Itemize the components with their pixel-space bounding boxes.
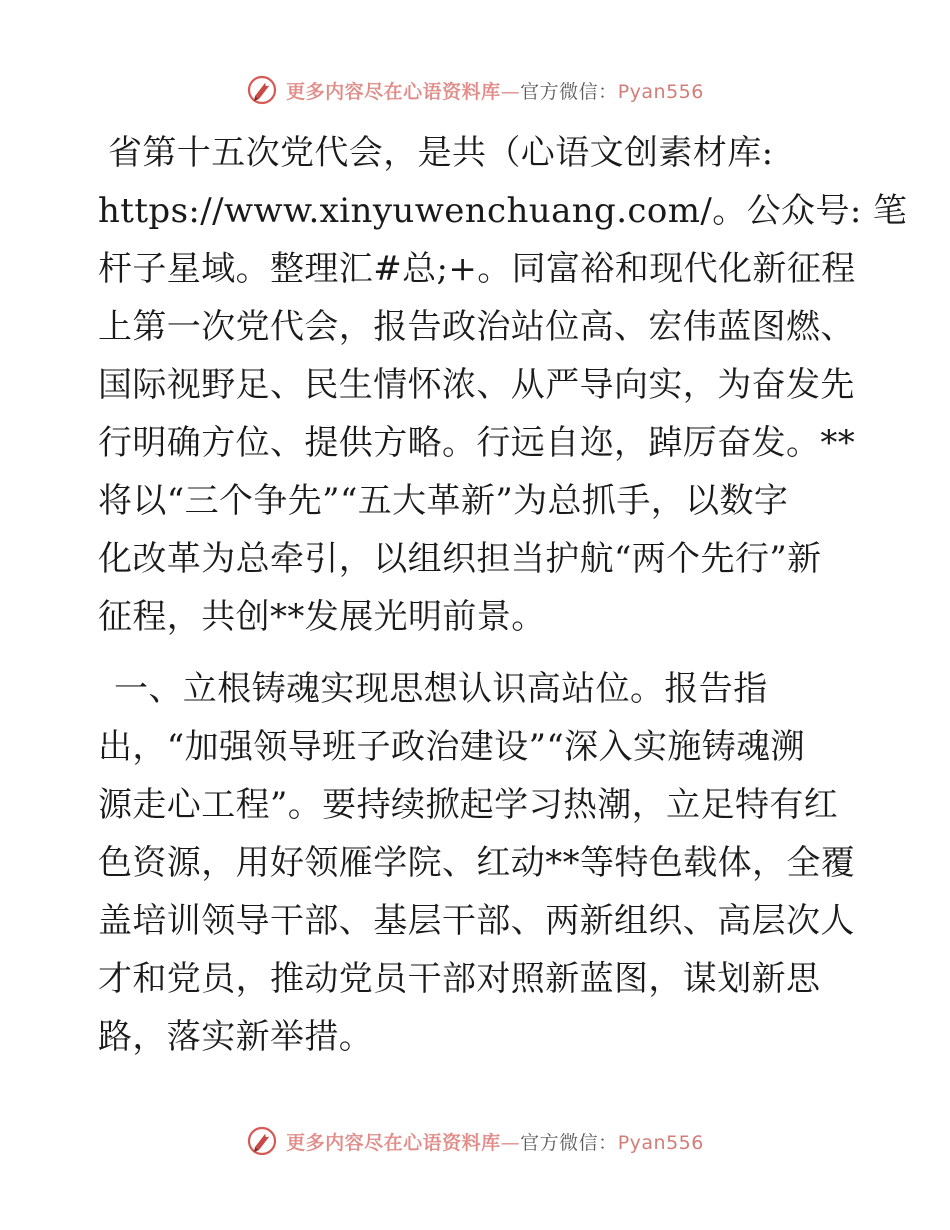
- paragraph-2: [98, 660, 858, 1066]
- text-line: 省第十五次党代会，是共（心语文创素材库:: [108, 133, 774, 173]
- text-line: 行明确方位、提供方略。行远自迩，踔厉奋发。**: [98, 423, 856, 463]
- text-line: 源走心工程”。要持续掀起学习热潮，立足特有红: [98, 785, 839, 825]
- footer-banner: [0, 1121, 950, 1161]
- text-line: 路，落实新举措。: [98, 1017, 374, 1057]
- text-line: 杆子星域。整理汇#总;+。同富裕和现代化新征程: [98, 249, 856, 289]
- text-line: 国际视野足、民生情怀浓、从严导向实，为奋发先: [98, 365, 855, 405]
- document-body: [98, 124, 908, 1066]
- banner-wechat: Pyan556: [617, 1131, 704, 1154]
- banner-dash: —: [500, 1131, 521, 1154]
- text-line: 出，“加强领导班子政治建设”“深入实施铸魂溯: [98, 727, 805, 767]
- text-line: 上第一次党代会，报告政治站位高、宏伟蓝图燃、: [98, 307, 855, 347]
- banner-prefix: 更多内容尽在心语资料库: [286, 1131, 501, 1154]
- banner-text: [286, 1128, 704, 1155]
- paragraph-1: [98, 124, 908, 646]
- header-banner: [0, 70, 950, 110]
- pen-logo-icon: [246, 74, 278, 106]
- banner-wechat: Pyan556: [617, 80, 704, 103]
- text-line: 化改革为总牵引，以组织担当护航“两个先行”新: [98, 539, 822, 579]
- text-line: 征程，共创**发展光明前景。: [98, 597, 546, 637]
- banner-label: 官方微信：: [520, 80, 618, 103]
- text-line: 将以“三个争先”“五大革新”为总抓手，以数字: [98, 481, 789, 521]
- text-line: 盖培训领导干部、基层干部、两新组织、高层次人: [98, 901, 855, 941]
- text-line: 色资源，用好领雁学院、红动**等特色载体，全覆: [98, 843, 856, 883]
- banner-dash: —: [500, 80, 521, 103]
- banner-text: [286, 77, 704, 104]
- text-line: https://www.xinyuwenchuang.com/。公众号: 笔: [98, 191, 908, 231]
- text-line: 才和党员，推动党员干部对照新蓝图，谋划新思: [98, 959, 821, 999]
- pen-logo-icon: [246, 1125, 278, 1157]
- text-line: 一、立根铸魂实现思想认识高站位。报告指: [114, 669, 768, 709]
- banner-label: 官方微信：: [520, 1131, 618, 1154]
- banner-prefix: 更多内容尽在心语资料库: [286, 80, 501, 103]
